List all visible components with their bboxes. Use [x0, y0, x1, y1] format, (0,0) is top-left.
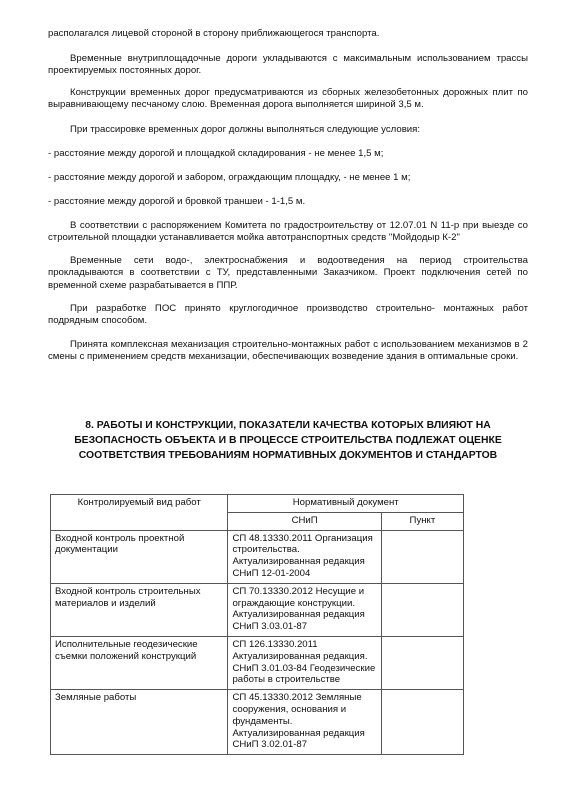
- paragraph-1: Временные внутриплощадочные дороги укладываются с максимальным использованием трассы проектируемых постоянных дорог.: [48, 53, 528, 77]
- paragraph-0: располагался лицевой стороной в сторону приближающегося транспорта.: [48, 28, 380, 39]
- section-heading: 8. РАБОТЫ И КОНСТРУКЦИИ, ПОКАЗАТЕЛИ КАЧЕСТВА КОТОРЫХ ВЛИЯЮТ НА БЕЗОПАСНОСТЬ ОБЪЕКТА И В ПРОЦЕССЕ СТРОИТЕЛЬСТВА ПОДЛЕЖАТ ОЦЕНКЕ СООТВЕТСТВИЯ ТРЕБОВАНИЯМ НОРМАТИВНЫХ ДОКУМЕНТОВ И СТАНДАРТОВ: [74, 420, 502, 461]
- table-row: [51, 583, 464, 636]
- paragraph-9: При разработке ПОС принято круглогодичное производство строительно- монтажных работ подрядным способом.: [48, 303, 528, 327]
- cell-snip: СП 45.13330.2012 Земляные сооружения, основания и фундаменты. Актуализированная редакция СНиП 3.02.01-87: [228, 690, 381, 755]
- header-normative-doc: Нормативный документ: [228, 495, 464, 513]
- paragraph-4: - расстояние между дорогой и площадкой складирования - не менее 1,5 м;: [48, 148, 384, 159]
- table-row: [51, 530, 464, 583]
- cell-work: Исполнительные геодезические съемки положений конструкций: [51, 636, 228, 689]
- cell-clause: [381, 530, 463, 583]
- cell-clause: [381, 690, 463, 755]
- paragraph-10: Принята комплексная механизация строительно-монтажных работ с использованием механизмов в 2 смены с применением средств механизации, обеспечивающих возведение здания в оптимальные сроки.: [48, 339, 528, 363]
- cell-work: Входной контроль проектной документации: [51, 530, 228, 583]
- paragraph-8: Временные сети водо-, электроснабжения и водоотведения на период строительства прокладываются в соответствии с ТУ, представленными Заказчиком. Проект подключения сетей по временной схеме разрабатывается в ППР.: [48, 255, 528, 291]
- paragraph-6: - расстояние между дорогой и бровкой траншеи - 1-1,5 м.: [48, 196, 306, 207]
- paragraph-3: При трассировке временных дорог должны выполняться следующие условия:: [70, 124, 421, 135]
- cell-clause: [381, 583, 463, 636]
- paragraph-5: - расстояние между дорогой и забором, ограждающим площадку, - не менее 1 м;: [48, 172, 411, 183]
- cell-snip: СП 48.13330.2011 Организация строительства. Актуализированная редакция СНиП 12-01-2004: [228, 530, 381, 583]
- quality-control-table: [50, 494, 464, 755]
- paragraph-7: В соответствии с распоряжением Комитета по градостроительству от 12.07.01 N 11-р при выезде со строительной площадки устанавливается мойка автотранспортных средств "Мойдодыр К-2": [48, 220, 528, 244]
- table-header-row: [51, 495, 464, 513]
- table-row: [51, 636, 464, 689]
- table-row: [51, 690, 464, 755]
- header-snip: СНиП: [228, 512, 381, 530]
- paragraph-2: Конструкции временных дорог предусматриваются из сборных железобетонных дорожных плит по выравнивающему песчаному слою. Временная дорога выполняется шириной 3,5 м.: [48, 87, 528, 111]
- header-work-type: Контролируемый вид работ: [51, 495, 228, 531]
- cell-work: Входной контроль строительных материалов и изделий: [51, 583, 228, 636]
- cell-snip: СП 70.13330.2012 Несущие и ограждающие конструкции. Актуализированная редакция СНиП 3.03.01-87: [228, 583, 381, 636]
- cell-snip: СП 126.13330.2011 Актуализированная редакция. СНиП 3.01.03-84 Геодезические работы в строительстве: [228, 636, 381, 689]
- cell-clause: [381, 636, 463, 689]
- cell-work: Земляные работы: [51, 690, 228, 755]
- header-clause: Пункт: [381, 512, 463, 530]
